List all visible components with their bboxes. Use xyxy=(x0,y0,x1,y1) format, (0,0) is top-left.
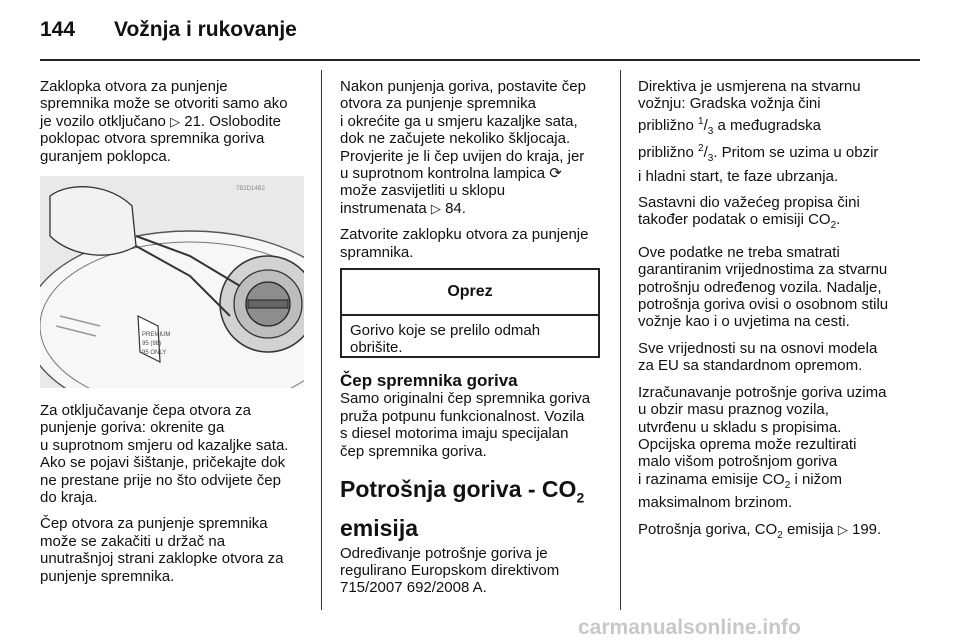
heading-text: Potrošnja goriva - CO xyxy=(340,476,577,503)
text-line: unutrašnjoj strani zaklopke otvora za xyxy=(40,550,284,568)
text-line: spramnika. xyxy=(340,243,414,261)
column-2-lower xyxy=(340,372,612,597)
text-line: može se zakačiti u držač na xyxy=(40,532,226,550)
text-line: malo višom potrošnjom goriva xyxy=(638,453,838,471)
fuel-consumption-heading xyxy=(340,474,612,543)
text-line: u suprotnom kontrolna lampica xyxy=(340,165,546,183)
fraction-denominator: 3 xyxy=(707,153,714,165)
text-line: Određivanje potrošnje goriva je xyxy=(340,544,548,562)
caution-text: Gorivo koje se prelilo odmah obrišite. xyxy=(350,322,541,357)
caution-box xyxy=(340,268,600,358)
text-line: a međugradska xyxy=(717,116,821,134)
page-ref: 199. xyxy=(852,520,882,538)
text-line: Zatvorite zaklopku otvora za punjenje xyxy=(340,226,589,244)
text-line: i hladni start, te faze ubrzanja. xyxy=(638,167,839,185)
text-line: garantiranim vrijednostima za stvarnu xyxy=(638,261,888,279)
text-line: može zasvijetliti u sklopu xyxy=(340,182,506,200)
text-line: vožnje kao i o uvjetima na cesti. xyxy=(638,313,850,331)
text-line: emisija xyxy=(786,520,834,538)
fraction-numerator: 2 xyxy=(698,143,704,155)
text-line: približno xyxy=(638,144,694,162)
text-line: potrošnja goriva ovisi o osobnom stilu xyxy=(638,296,889,314)
label-only: 95 ONLY xyxy=(142,350,167,356)
page-ref-icon: ▷ xyxy=(837,521,848,537)
text-line: u obzir masu praznog vozila, xyxy=(638,401,829,419)
text-line: Nakon punjenja goriva, postavite čep xyxy=(340,78,586,95)
label-octane: 95 (98) xyxy=(142,341,162,347)
text-line: je vozilo otključano xyxy=(40,112,166,130)
text-line: instrumenata xyxy=(340,199,427,217)
text-line: Sastavni dio važećeg propisa čini xyxy=(638,194,860,212)
text-line: i okrećite ga u smjeru kazaljke sata, xyxy=(340,112,578,130)
text-line: Čep otvora za punjenje spremnika xyxy=(40,515,268,533)
text-line: regulirano Europskom direktivom xyxy=(340,562,560,580)
text-line: Samo originalni čep spremnika goriva xyxy=(340,390,591,408)
heading-subscript: 2 xyxy=(576,489,585,506)
text-line: guranjem poklopca. xyxy=(40,147,171,165)
text-line: Opcijska oprema može rezultirati xyxy=(638,435,857,453)
text-line: punjenje goriva: okrenite ga xyxy=(40,419,225,437)
text-line: čep spremnika goriva. xyxy=(340,442,487,460)
text-line: Zaklopka otvora za punjenje xyxy=(40,78,228,95)
text-line: ne prestane prije no što odvijete čep xyxy=(40,471,281,489)
column-2 xyxy=(340,78,612,261)
column-3: Direktiva je usmjerena na stvarnu vožnju: Gradska vožnja čini približno $^1/_3$ a međugradska približno $^2/_3$. Pritom se uzima u obzir i hladni start, te faze ubrzanja. Sastavni dio važećeg propisa čini također podatak o emisiji $CO_2$. Ove podatke ne treba smatrati garantiranim vrijednostima za stvarnu potrošnju određenog vozila. Nadalje, potrošnja goriva ovisi o osobnom stilu vožnje kao i o uvjetima na cesti. Sve vrijednosti su na osnovi modela za EU sa standardnom opremom. Izračunavanje potrošnje goriva uzima u obzir masu praznog vozila, utvrđenu u skladu s propisima. Opcijska oprema može rezultirati malo višom potrošnjom goriva i razinama emisije $CO_2$ i nižom maksimalnom brzinom. Potrošnja goriva, $CO_2$ emisija ▷ 199. xyxy=(638,78,889,541)
text-line: i nižom xyxy=(794,470,842,488)
text-line: Ako se pojavi šištanje, pričekajte dok xyxy=(40,454,286,472)
text-line: utvrđenu u skladu s propisima. xyxy=(638,418,842,436)
text-line: spremnika može se otvoriti samo ako xyxy=(40,95,288,113)
heading-text: emisija xyxy=(340,514,418,541)
caution-title: Oprez xyxy=(342,270,598,316)
text-line: Direktiva je usmjerena na stvarnu xyxy=(638,78,861,95)
text-line: s diesel motorima imaju specijalan xyxy=(340,425,569,443)
fuel-filler-figure xyxy=(40,176,304,388)
text-line: također podatak o emisiji CO xyxy=(638,211,831,229)
text-line: približno xyxy=(638,116,694,134)
text-line: otvora za punjenje spremnika xyxy=(340,95,536,113)
page-number: 144 xyxy=(40,18,76,41)
text-line: 715/2007 692/2008 A. xyxy=(340,579,487,597)
text-line: punjenje spremnika. xyxy=(40,567,175,585)
column-divider xyxy=(620,70,621,610)
figure-id: 7B2D14B2 xyxy=(236,186,266,192)
text-line: i razinama emisije CO xyxy=(638,470,785,488)
warning-lamp-icon: ⟳ xyxy=(549,165,562,183)
page-ref-icon: ▷ xyxy=(430,200,441,216)
text-line: Potrošnja goriva, CO xyxy=(638,520,778,538)
fraction-numerator: 1 xyxy=(698,115,704,127)
text-line: . xyxy=(836,211,841,229)
text-line: pruža potpunu funkcionalnost. Vozila xyxy=(340,407,585,425)
text-line: vožnju: Gradska vožnja čini xyxy=(638,95,821,113)
watermark: carmanualsonline.info xyxy=(578,616,801,639)
text-line: . Pritom se uzima u obzir xyxy=(713,144,879,162)
page-ref: 21. Oslobodite xyxy=(184,112,281,130)
text-line: potrošnju određenog vozila. Nadalje, xyxy=(638,278,882,296)
text-line: Izračunavanje potrošnje goriva uzima xyxy=(638,383,887,401)
text-line: za EU sa standardnom opremom. xyxy=(638,357,863,375)
text-line: Ove podatke ne treba smatrati xyxy=(638,243,840,261)
fuel-cap-heading: Čep spremnika goriva xyxy=(340,371,518,390)
text-line: Sve vrijednosti su na osnovi modela xyxy=(638,339,878,357)
text-line: poklopac otvora spremnika goriva xyxy=(40,130,265,148)
text-line: dok ne začujete nekoliko škljocaja. xyxy=(340,130,571,148)
text-line: Provjerite je li čep uvijen do kraja, jer xyxy=(340,147,585,165)
subscript: 2 xyxy=(777,529,783,541)
text-line: Za otključavanje čepa otvora za xyxy=(40,402,251,419)
subscript: 2 xyxy=(830,220,837,232)
label-premium: PREMIUM xyxy=(142,332,171,338)
text-line: u suprotnom smjeru od kazaljke sata. xyxy=(40,436,289,454)
column-divider xyxy=(321,70,322,610)
header-rule xyxy=(40,59,920,61)
text-line: do kraja. xyxy=(40,489,98,507)
fraction-denominator: 3 xyxy=(707,125,714,137)
column-1 xyxy=(40,78,312,165)
section-title: Vožnja i rukovanje xyxy=(114,18,297,41)
subscript: 2 xyxy=(784,479,791,491)
fuel-filler-illustration xyxy=(40,176,304,388)
page-header xyxy=(40,10,920,50)
text-line: maksimalnom brzinom. xyxy=(638,494,793,512)
page-ref: 84. xyxy=(445,199,466,217)
column-1-lower xyxy=(40,402,312,585)
page-ref-icon: ▷ xyxy=(170,113,181,129)
